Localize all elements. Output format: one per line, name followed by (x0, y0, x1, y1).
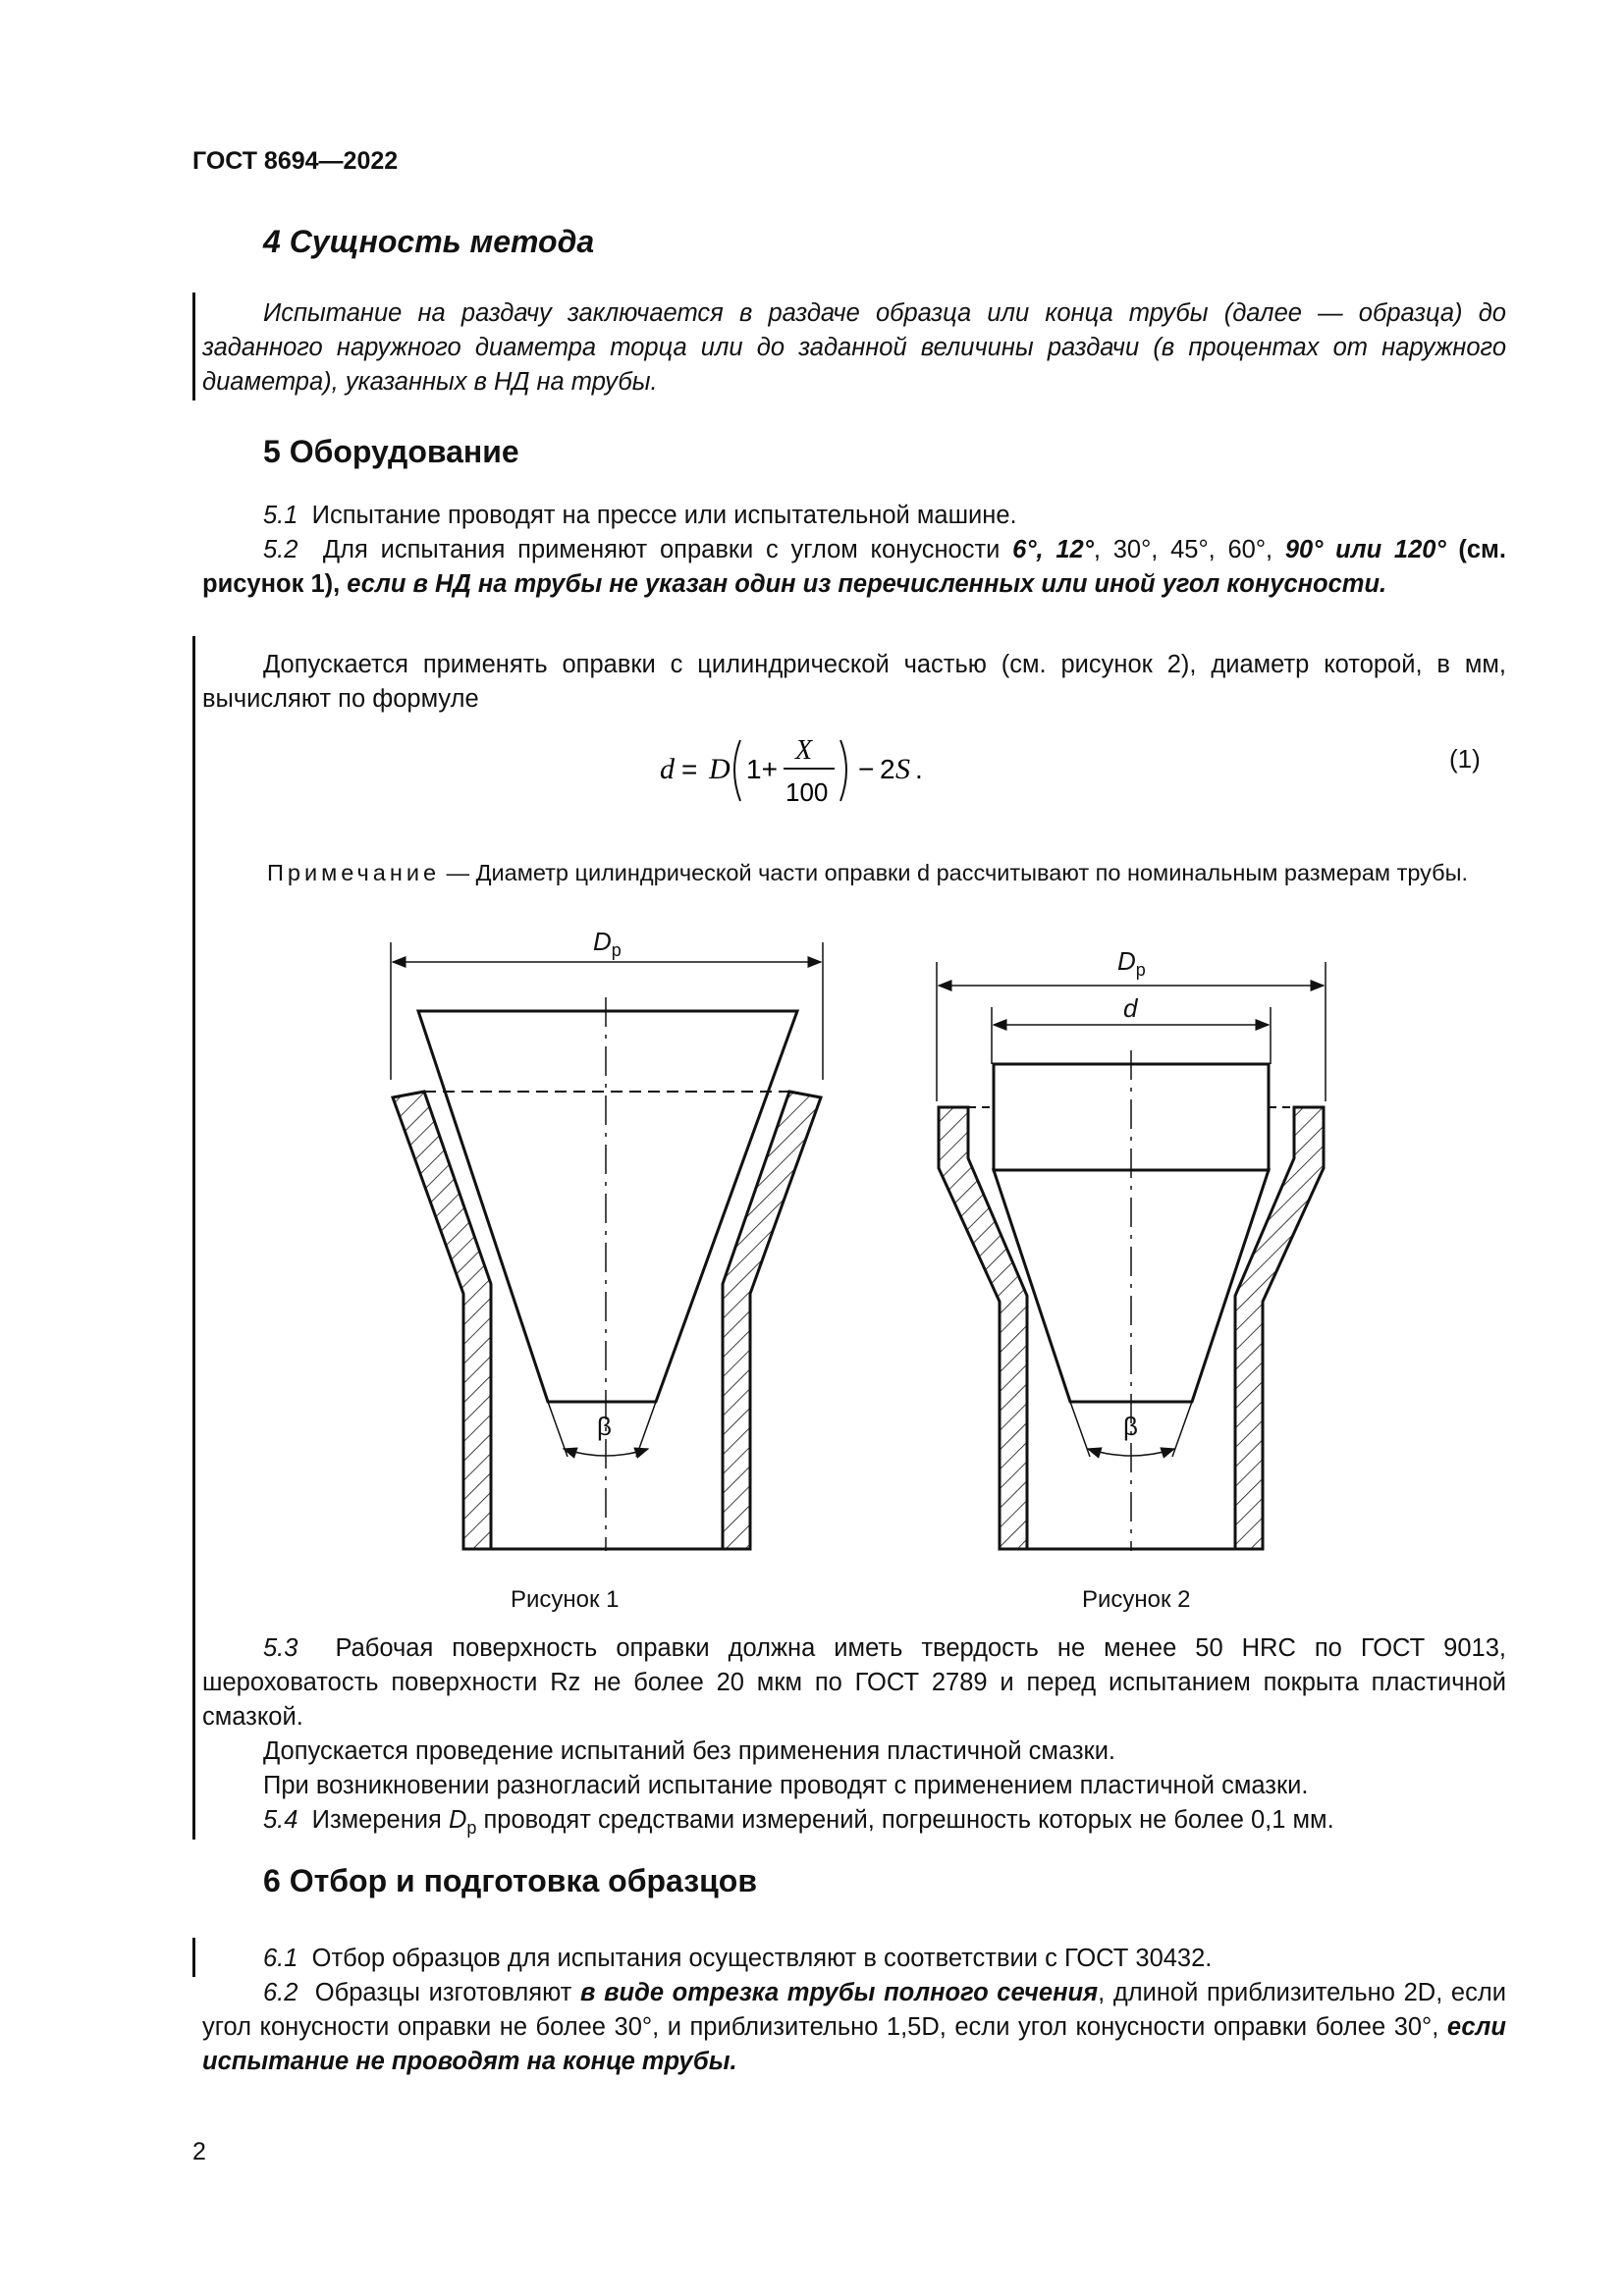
clause-text: Рабочая поверхность оправки должна иметь твердость не менее 50 HRC по ГОСТ 9013, шероховатость поверхности Rz не более 20 мкм по ГОСТ 2789 и перед испытанием покрыта пластичной смазкой. (202, 1634, 1506, 1731)
clause-text-emphasis: если в НД на трубы не указан один из перечисленных или иной угол конусности. (347, 570, 1387, 598)
clause-text: Отбор образцов для испытания осуществляют в соответствии с ГОСТ 30432. (311, 1945, 1213, 1972)
clause-number: 6.2 (263, 1979, 298, 2006)
clause-text-rest: проводят средствами измерений, погрешность которых не более 0,1 мм. (483, 1806, 1334, 1834)
section-4-title: 4 Сущность метода (263, 224, 595, 259)
svg-text:−: − (858, 754, 875, 784)
paragraph-5-4 (202, 1803, 1506, 1845)
figure-reference: (см. рисунок 1), (202, 536, 1506, 598)
svg-text:2: 2 (880, 754, 895, 784)
angle-values-bold: 6°, 12° (1012, 536, 1094, 563)
paragraph-5-3-c: При возникновении разногласий испытание проводят с применением пластичной смазки. (263, 1772, 1309, 1799)
angle-90: 90° (1284, 536, 1324, 563)
fig2-label-d: d (1123, 993, 1138, 1023)
fig1-label-dp: $D_р$ (593, 927, 622, 961)
fig2-beta: β (1123, 1412, 1138, 1441)
svg-text:S: S (895, 753, 910, 785)
fig2-label-dp: $D_р$ (1117, 946, 1146, 981)
clause-text: Измерения (311, 1806, 442, 1834)
tube-wall-right (1235, 1107, 1324, 1549)
note-text: — Диаметр цилиндрической части оправки d рассчитывают по номинальным размерам трубы. (446, 860, 1469, 885)
clause-text: Для испытания применяют оправки с углом конусности (322, 536, 1001, 563)
change-bar (192, 1938, 195, 1977)
svg-text:.: . (915, 754, 923, 784)
clause-number: 5.3 (263, 1634, 298, 1662)
tube-wall-right (723, 1092, 821, 1549)
figure-2-caption: Рисунок 2 (1082, 1586, 1191, 1613)
page-number: 2 (192, 2138, 206, 2165)
paragraph-5-3-b: Допускается проведение испытаний без применения пластичной смазки. (263, 1737, 1116, 1765)
angle-120: или 120° (1335, 536, 1446, 563)
paragraph-allow: Допускается применять оправки с цилиндрической частью (см. рисунок 2), диаметр которой, в мм, вычисляют по формуле (202, 651, 1506, 713)
svg-text:1+: 1+ (746, 754, 778, 784)
symbol-dp-sub: р (466, 1818, 477, 1839)
clause-emphasis: в виде отрезка трубы полного сечения (580, 1979, 1099, 2006)
fig1-beta: β (597, 1412, 612, 1441)
document-header: ГОСТ 8694—2022 (192, 147, 399, 175)
clause-text: Испытание проводят на прессе или испытательной машине. (311, 502, 1017, 529)
paragraph-6-2 (202, 1976, 1506, 2079)
tube-wall-left (393, 1092, 491, 1549)
figure-1 (391, 942, 823, 1551)
section-4-text: Испытание на раздачу заключается в раздаче образца или конца трубы (далее — образца) до заданного наружного диаметра торца или до заданной величины раздачи (в процентах от наружного диаметра), указанных в НД на трубы. (202, 299, 1506, 396)
note-label: Примечание (267, 860, 441, 885)
clause-emphasis-end: если испытание не проводят на конце трубы. (202, 2013, 1506, 2075)
svg-text:100: 100 (785, 777, 829, 807)
figure-2 (937, 962, 1326, 1551)
section-5-title: 5 Оборудование (263, 434, 519, 469)
tube-wall-left (939, 1107, 1027, 1549)
clause-text: Образцы изготовляют (314, 1979, 572, 2006)
clause-text-mid: , длиной приблизительно 2D, если угол конусности оправки не более 30°, и приблизительно 1,5D, если угол конусности оправки более 30°, (202, 1979, 1506, 2041)
figure-1-caption: Рисунок 1 (511, 1586, 620, 1613)
clause-number: 5.1 (263, 502, 298, 529)
svg-text:X: X (795, 735, 813, 766)
symbol-dp: D (448, 1806, 467, 1834)
svg-text:D: D (709, 753, 731, 785)
paragraph-5-3 (202, 1631, 1506, 1735)
angle-values: , 30°, 45°, 60°, (1093, 536, 1273, 563)
section-6-title: 6 Отбор и подготовка образцов (263, 1863, 757, 1898)
paragraph-6-1 (202, 1942, 1506, 1976)
clause-number: 6.1 (263, 1945, 298, 1972)
svg-text:d: d (660, 753, 675, 785)
svg-text:=: = (681, 754, 698, 784)
formula-number: (1) (1449, 744, 1481, 774)
clause-number: 5.4 (263, 1806, 298, 1834)
clause-number: 5.2 (263, 536, 298, 563)
